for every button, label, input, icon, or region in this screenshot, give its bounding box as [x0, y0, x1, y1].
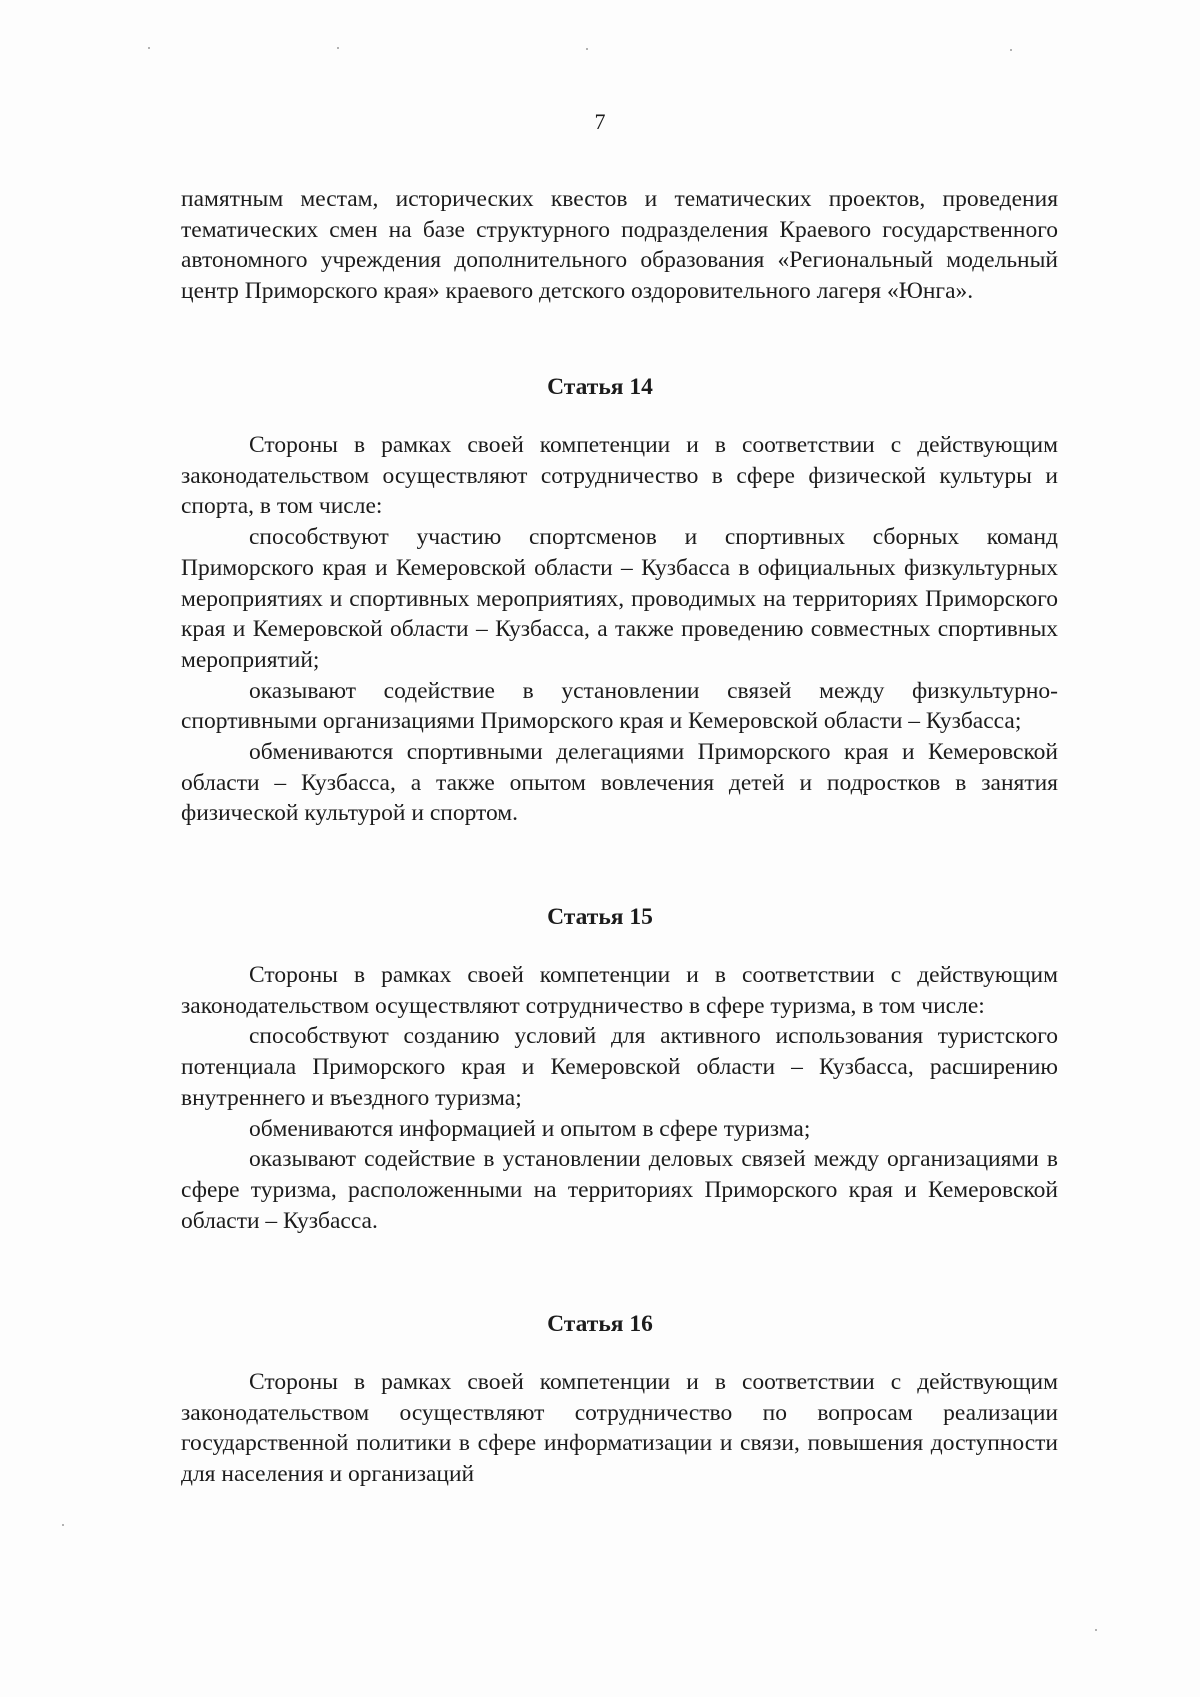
intro-block	[181, 184, 1058, 307]
article-15-paragraph: способствуют созданию условий для активного использования туристского потенциала Приморского края и Кемеровской области – Кузбасса, расширению внутреннего и въездного туризма;	[181, 1023, 1058, 1111]
article-16-paragraph: Стороны в рамках своей компетенции и в соответствии с действующим законодательством осуществляют сотрудничество по вопросам реализации государственной политики в сфере информатизации и связи, повышения доступности для населения и организаций	[181, 1369, 1058, 1488]
article-16-body	[181, 1367, 1058, 1490]
scan-speck	[1095, 1629, 1097, 1631]
scan-speck	[148, 47, 150, 49]
article-15-paragraph: обмениваются информацией и опытом в сфере туризма;	[249, 1115, 811, 1142]
article-14-heading: Статья 14	[547, 374, 653, 400]
article-15-body	[181, 960, 1058, 1236]
article-16-heading: Статья 16	[547, 1311, 653, 1337]
article-14-paragraph: Стороны в рамках своей компетенции и в соответствии с действующим законодательством осуществляют сотрудничество в сфере физической культуры и спорта, в том числе:	[181, 432, 1058, 520]
scan-speck	[1010, 49, 1012, 51]
intro-paragraph: памятным местам, исторических квестов и тематических проектов, проведения тематических смен на базе структурного подразделения Краевого государственного автономного учреждения дополнительного образования «Региональный модельный центр Приморского края» краевого детского оздоровительного лагеря «Юнга».	[181, 186, 1058, 305]
page-number: 7	[594, 109, 606, 134]
scan-speck	[586, 48, 588, 50]
article-14-body	[181, 430, 1058, 829]
article-14-paragraph: оказывают содействие в установлении связей между физкультурно-спортивными организациями Приморского края и Кемеровской области – Кузбасса;	[181, 677, 1058, 735]
article-14-paragraph: обмениваются спортивными делегациями Приморского края и Кемеровской области – Кузбасса, а также опытом вовлечения детей и подростков в занятия физической культурой и спортом.	[181, 739, 1058, 827]
article-15-heading: Статья 15	[547, 904, 653, 930]
scan-speck	[62, 1524, 64, 1526]
article-15-paragraph: оказывают содействие в установлении деловых связей между организациями в сфере туризма, расположенными на территориях Приморского края и Кемеровской области – Кузбасса.	[181, 1146, 1058, 1234]
article-15-paragraph: Стороны в рамках своей компетенции и в соответствии с действующим законодательством осуществляют сотрудничество в сфере туризма, в том числе:	[181, 962, 1058, 1019]
scan-speck	[337, 47, 339, 49]
article-14-paragraph: способствуют участию спортсменов и спортивных сборных команд Приморского края и Кемеровской области – Кузбасса в официальных физкультурных мероприятиях и спортивных мероприятиях, проводимых на территориях Приморского края и Кемеровской области – Кузбасса, а также проведению совместных спортивных мероприятий;	[181, 524, 1058, 673]
